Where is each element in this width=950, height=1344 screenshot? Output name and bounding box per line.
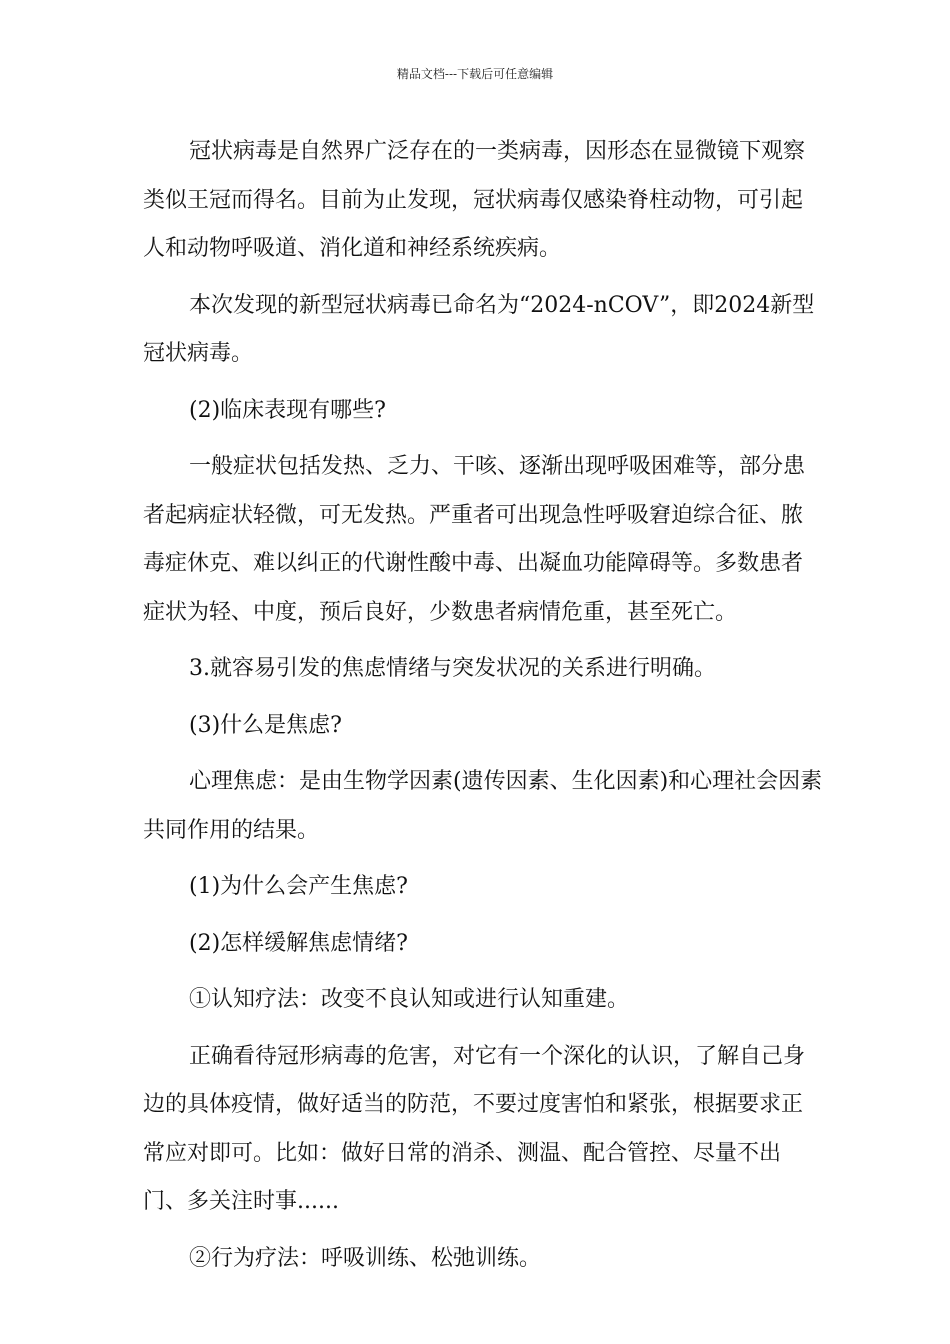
paragraph-anxiety-definition: 心理焦虑：是由生物学因素(遗传因素、生化因素)和心理社会因素共同作用的结果。 [143,769,823,843]
paragraph-cognitive-therapy: ①认知疗法：改变不良认知或进行认知重建。 [189,987,630,1012]
page-header: 精品文档---下载后可任意编辑 [396,67,554,81]
paragraph-symptoms: 一般症状包括发热、乏力、干咳、逐渐出现呼吸困难等，部分患者起病症状轻微，可无发热。严重者可出现急性呼吸窘迫综合征、脓毒症休克、难以纠正的代谢性酸中毒、出凝血功能障碍等。多数患者症状为轻、中度，预后良好，少数患者病情危重，甚至死亡。 [143,454,806,625]
paragraph-virus-naming: 本次发现的新型冠状病毒已命名为“2024-nCOV”，即2024新型冠状病毒。 [143,292,815,366]
document-body [143,128,823,1291]
paragraph-coronavirus-intro: 冠状病毒是自然界广泛存在的一类病毒，因形态在显微镜下观察类似王冠而得名。目前为止发现，冠状病毒仅感染脊柱动物，可引起人和动物呼吸道、消化道和神经系统疾病。 [143,139,806,261]
paragraph-correct-view: 正确看待冠形病毒的危害，对它有一个深化的认识，了解自己身边的具体疫情，做好适当的防范，不要过度害怕和紧张，根据要求正常应对即可。比如：做好日常的消杀、测温、配合管控、尽量不出门、多关注时事...... [143,1043,806,1214]
heading-what-is-anxiety: (3)什么是焦虑? [189,712,342,738]
paragraph-behavior-therapy: ②行为疗法：呼吸训练、松弛训练。 [189,1245,542,1271]
heading-relieve-anxiety: (2)怎样缓解焦虑情绪? [189,930,408,956]
heading-clinical-manifestations: (2)临床表现有哪些? [189,397,386,423]
heading-why-anxiety: (1)为什么会产生焦虑? [189,874,408,899]
heading-anxiety-relationship: 3.就容易引发的焦虑情绪与突发状况的关系进行明确。 [189,656,716,681]
